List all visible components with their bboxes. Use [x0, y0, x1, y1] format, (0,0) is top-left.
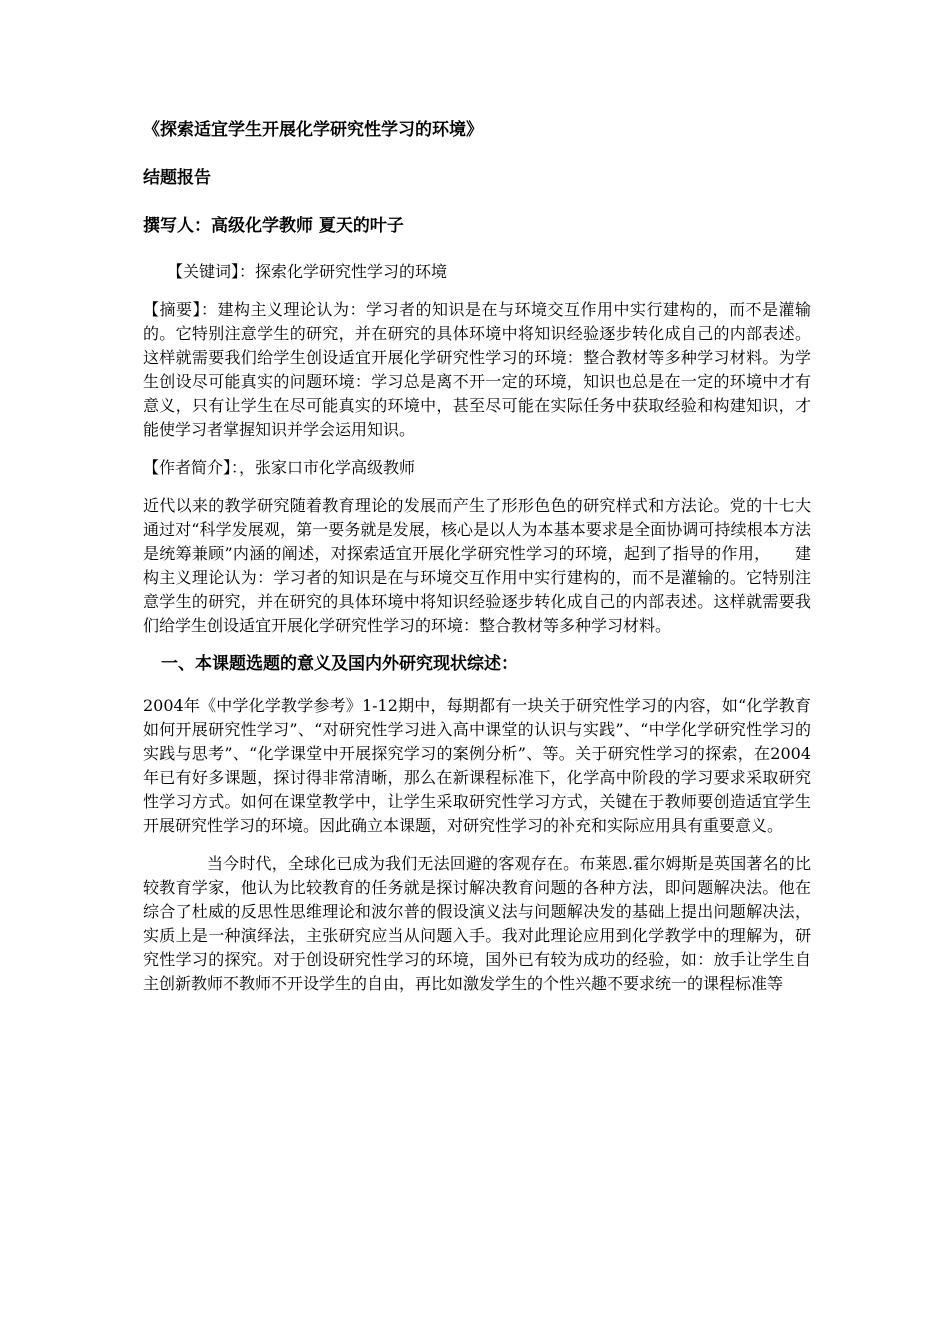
section-1-heading: 一、本课题选题的意义及国内外研究现状综述：	[161, 654, 518, 674]
section-1-paragraph-2: 当今时代，全球化已成为我们无法回避的客观存在。布莱恩.霍尔姆斯是英国著名的比较教育学家，他认为比较教育的任务就是探讨解决教育问题的各种方法，即问题解决法。他在综合了杜威的反思性思维理论和波尔普的假设演义法与问题解决发的基础上提出问题解决法，实质上是一种演绎法，主张研究应当从问题入手。我对此理论应用到化学教学中的理解为，研究性学习的探究。对于创设研究性学习的环境，国外已有较为成功的经验，如：放手让学生自主创新教师不教师不开设学生的自由，再比如激发学生的个性兴趣不要求统一的课程标准等	[143, 854, 811, 993]
document-title: 《探索适宜学生开展化学研究性学习的环境》	[143, 120, 483, 140]
section-1-paragraph-1: 2004年《中学化学教学参考》1-12期中，每期都有一块关于研究性学习的内容，如“化学教育如何开展研究性学习”、“对研究性学习进入高中课堂的认识与实践”、“中学化学研究性学习的实践与思考”、“化学课堂中开展探究学习的案例分析”、等。关于研究性学习的探索，在2004年已有好多课题，探讨得非常清晰，那么在新课程标准下，化学高中阶段的学习要求采取研究性学习方式。如何在课堂教学中，让学生采取研究性学习方式，关键在于教师要创造适宜学生开展研究性学习的环境。因此确立本课题，对研究性学习的补充和实际应用具有重要意义。	[143, 696, 811, 835]
intro-paragraph: 近代以来的教学研究随着教育理论的发展而产生了形形色色的研究样式和方法论。党的十七大通过对“科学发展观，第一要务就是发展，核心是以人为本基本要求是全面协调可持续根本方法是统筹兼顾”内涵的阐述，对探索适宜开展化学研究性学习的环境，起到了指导的作用， 建构主义理论认为：学习者的知识是在与环境交互作用中实行建构的，而不是灌输的。它特别注意学生的研究，并在研究的具体环境中将知识经验逐步转化成自己的内部表述。这样就需要我们给学生创设适宜开展化学研究性学习的环境：整合教材等多种学习材料。	[143, 496, 811, 635]
keywords-line: 【关键词】：探索化学研究性学习的环境	[167, 262, 448, 281]
author-line: 撰写人：高级化学教师 夏天的叶子	[143, 216, 404, 236]
document-page	[143, 118, 811, 1010]
author-intro-line: 【作者简介】：，张家口市化学高级教师	[143, 458, 416, 477]
abstract-paragraph: 【摘要】：建构主义理论认为：学习者的知识是在与环境交互作用中实行建构的，而不是灌输的。它特别注意学生的研究，并在研究的具体环境中将知识经验逐步转化成自己的内部表述。这样就需要我们给学生创设适宜开展化学研究性学习的环境：整合教材等多种学习材料。为学生创设尽可能真实的问题环境：学习总是离不开一定的环境，知识也总是在一定的环境中才有意义，只有让学生在尽可能真实的环境中，甚至尽可能在实际任务中获取经验和构建知识，才能使学习者掌握知识并学会运用知识。	[143, 300, 811, 439]
document-subtitle: 结题报告	[143, 168, 211, 188]
